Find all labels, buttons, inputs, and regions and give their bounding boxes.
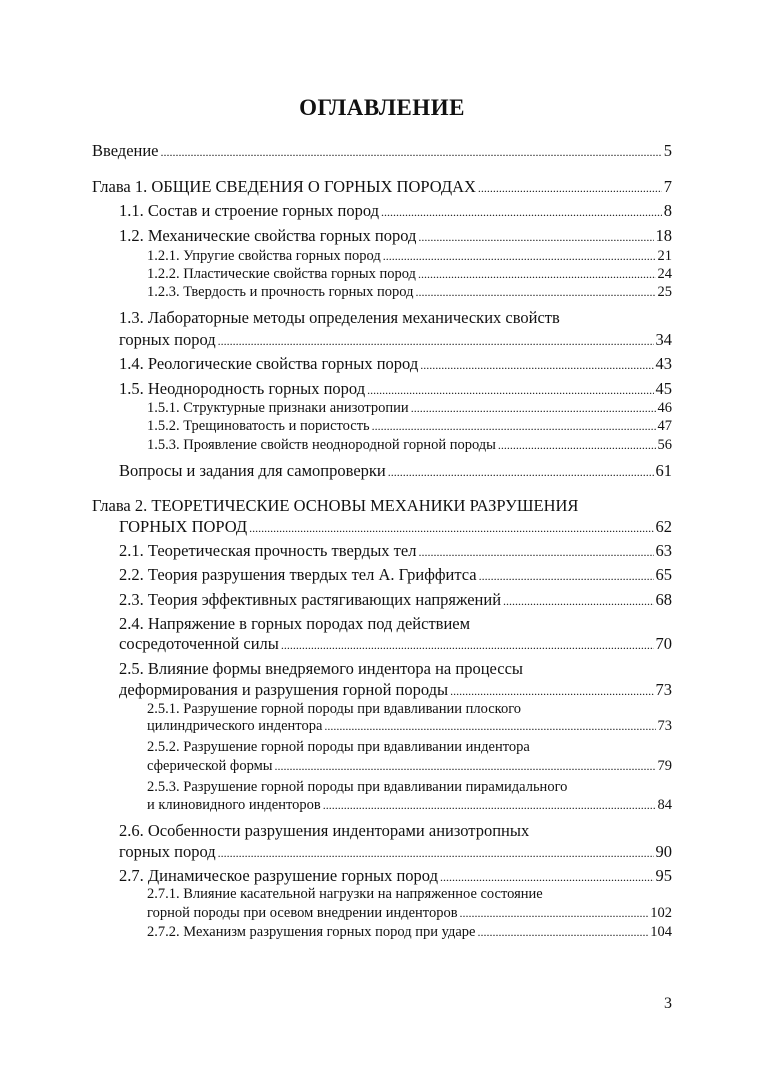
toc-entry-2-6-line1[interactable]: 2.6. Особенности разрушения инденторами анизотропных (119, 821, 530, 840)
entry-page: 68 (655, 590, 672, 609)
toc-entry-1-1[interactable] (119, 201, 672, 223)
dot-leader (323, 798, 656, 813)
toc-entry-2-5-2[interactable] (147, 758, 672, 780)
entry-page: 25 (657, 284, 672, 300)
entry-page: 34 (655, 330, 672, 349)
entry-text: 2.2. Теория разрушения твердых тел А. Гриффитса (119, 565, 477, 584)
entry-page: 45 (655, 379, 672, 398)
toc-entry-1-2-3[interactable] (147, 284, 672, 306)
entry-page: 70 (655, 634, 672, 653)
dot-leader (479, 569, 654, 584)
entry-text: 2.7.2. Механизм разрушения горных пород при ударе (147, 924, 476, 940)
entry-page: 24 (657, 266, 672, 282)
toc-entry-1-5-3[interactable] (147, 437, 672, 459)
entry-page: 63 (655, 541, 672, 560)
entry-text: горной породы при осевом внедрении инденторов (147, 905, 458, 921)
entry-page: 43 (655, 354, 672, 373)
dot-leader (383, 249, 656, 264)
entry-text: 2.1. Теоретическая прочность твердых тел (119, 541, 417, 560)
entry-text: 1.2. Механические свойства горных пород (119, 226, 417, 245)
entry-text: Глава 1. ОБЩИЕ СВЕДЕНИЯ О ГОРНЫХ ПОРОДАХ (92, 177, 476, 196)
entry-page: 73 (655, 680, 672, 699)
toc-entry-2-5-line1[interactable]: 2.5. Влияние формы внедряемого индентора на процессы (119, 659, 524, 678)
toc-title: ОГЛАВЛЕНИЕ (299, 95, 465, 120)
dot-leader (418, 230, 653, 245)
entry-text: и клиновидного инденторов (147, 797, 321, 813)
dot-leader (161, 145, 662, 160)
dot-leader (420, 358, 653, 373)
entry-text: 1.5.2. Трещиноватость и пористость (147, 418, 370, 434)
entry-page: 104 (650, 924, 672, 940)
entry-page: 79 (657, 758, 672, 774)
toc-entry-1-2[interactable] (119, 226, 672, 248)
dot-leader (416, 285, 656, 300)
entry-page: 21 (657, 248, 672, 264)
entry-text: 1.4. Реологические свойства горных пород (119, 354, 419, 373)
entry-text: цилиндрического индентора (147, 718, 323, 734)
dot-leader (372, 419, 656, 434)
toc-entry-chapter-1[interactable] (92, 177, 672, 199)
toc-entry-2-5-1[interactable] (147, 718, 672, 740)
entry-page: 47 (657, 418, 672, 434)
entry-text: Введение (92, 141, 159, 160)
dot-leader (478, 181, 662, 196)
entry-text: ГОРНЫХ ПОРОД (119, 517, 248, 536)
dot-leader (381, 205, 662, 220)
entry-page: 18 (655, 226, 672, 245)
entry-text: 1.2.2. Пластические свойства горных пород (147, 266, 416, 282)
dot-leader (440, 870, 654, 885)
dot-leader (249, 521, 653, 536)
toc-entry-2-4[interactable] (119, 634, 672, 656)
toc-entry-2-4-line1[interactable]: 2.4. Напряжение в горных породах под действием (119, 614, 471, 633)
dot-leader (411, 401, 656, 416)
entry-page: 102 (650, 905, 672, 921)
dot-leader (418, 545, 653, 560)
toc-entry-1-4[interactable] (119, 354, 672, 376)
entry-page: 5 (663, 141, 672, 160)
entry-text: 2.7. Динамическое разрушение горных пород (119, 866, 438, 885)
entry-page: 84 (657, 797, 672, 813)
toc-entry-2-2[interactable] (119, 565, 672, 587)
entry-page: 90 (655, 842, 672, 861)
toc-entry-2-1[interactable] (119, 541, 672, 563)
entry-text: горных пород (119, 842, 216, 861)
entry-text: 1.5. Неоднородность горных пород (119, 379, 366, 398)
toc-entry-1-5[interactable] (119, 379, 672, 401)
dot-leader (275, 759, 656, 774)
entry-text: горных пород (119, 330, 216, 349)
entry-text: 1.5.1. Структурные признаки анизотропии (147, 400, 409, 416)
toc-entry-2-5-2-line1[interactable]: 2.5.2. Разрушение горной породы при вдавливании индентора (147, 739, 530, 755)
dot-leader (460, 906, 649, 921)
dot-leader (218, 334, 654, 349)
entry-page: 65 (655, 565, 672, 584)
entry-text: Вопросы и задания для самопроверки (119, 461, 386, 480)
entry-text: 1.2.1. Упругие свойства горных пород (147, 248, 381, 264)
toc-entry-1-3[interactable] (119, 330, 672, 352)
entry-page: 61 (655, 461, 672, 480)
entry-text: 1.5.3. Проявление свойств неоднородной горной породы (147, 437, 496, 453)
toc-entry-2-5-1-line1[interactable]: 2.5.1. Разрушение горной породы при вдавливании плоского (147, 701, 522, 717)
dot-leader (503, 594, 653, 609)
entry-page: 62 (655, 517, 672, 536)
entry-page: 73 (657, 718, 672, 734)
toc-entry-2-5-3-line1[interactable]: 2.5.3. Разрушение горной породы при вдавливании пирамидального (147, 779, 568, 795)
toc-entry-2-7-1-line1[interactable]: 2.7.1. Влияние касательной нагрузки на напряженное состояние (147, 886, 543, 902)
dot-leader (324, 719, 655, 734)
toc-entry-questions-1[interactable] (119, 461, 672, 483)
entry-text: сферической формы (147, 758, 273, 774)
toc-entry-1-3-line1[interactable]: 1.3. Лабораторные методы определения механических свойств (119, 308, 560, 327)
toc-entry-2-5[interactable] (119, 680, 672, 702)
entry-page: 95 (655, 866, 672, 885)
toc-entry-2-7-2[interactable] (147, 924, 672, 946)
entry-text: 2.3. Теория эффективных растягивающих напряжений (119, 590, 502, 609)
dot-leader (498, 438, 656, 453)
entry-text: 1.1. Состав и строение горных пород (119, 201, 379, 220)
toc-entry-chapter-2[interactable] (119, 517, 672, 539)
dot-leader (450, 684, 653, 699)
toc-entry-2-3[interactable] (119, 590, 672, 612)
toc-entry-2-6[interactable] (119, 842, 672, 864)
dot-leader (388, 465, 654, 480)
toc-entry-intro[interactable] (92, 141, 672, 163)
toc-entry-chapter-2-line1[interactable]: Глава 2. ТЕОРЕТИЧЕСКИЕ ОСНОВЫ МЕХАНИКИ РАЗРУШЕНИЯ (92, 496, 579, 515)
dot-leader (418, 267, 656, 282)
toc-entry-2-7[interactable] (119, 866, 672, 888)
entry-text: 1.2.3. Твердость и прочность горных пород (147, 284, 414, 300)
page-number: 3 (664, 995, 672, 1012)
entry-page: 46 (657, 400, 672, 416)
entry-page: 8 (663, 201, 672, 220)
entry-page: 56 (657, 437, 672, 453)
toc-entry-2-5-3[interactable] (147, 797, 672, 819)
entry-text: деформирования и разрушения горной породы (119, 680, 449, 699)
dot-leader (477, 925, 648, 940)
entry-text: сосредоточенной силы (119, 634, 279, 653)
entry-page: 7 (663, 177, 672, 196)
dot-leader (367, 383, 653, 398)
dot-leader (218, 846, 654, 861)
dot-leader (281, 638, 654, 653)
